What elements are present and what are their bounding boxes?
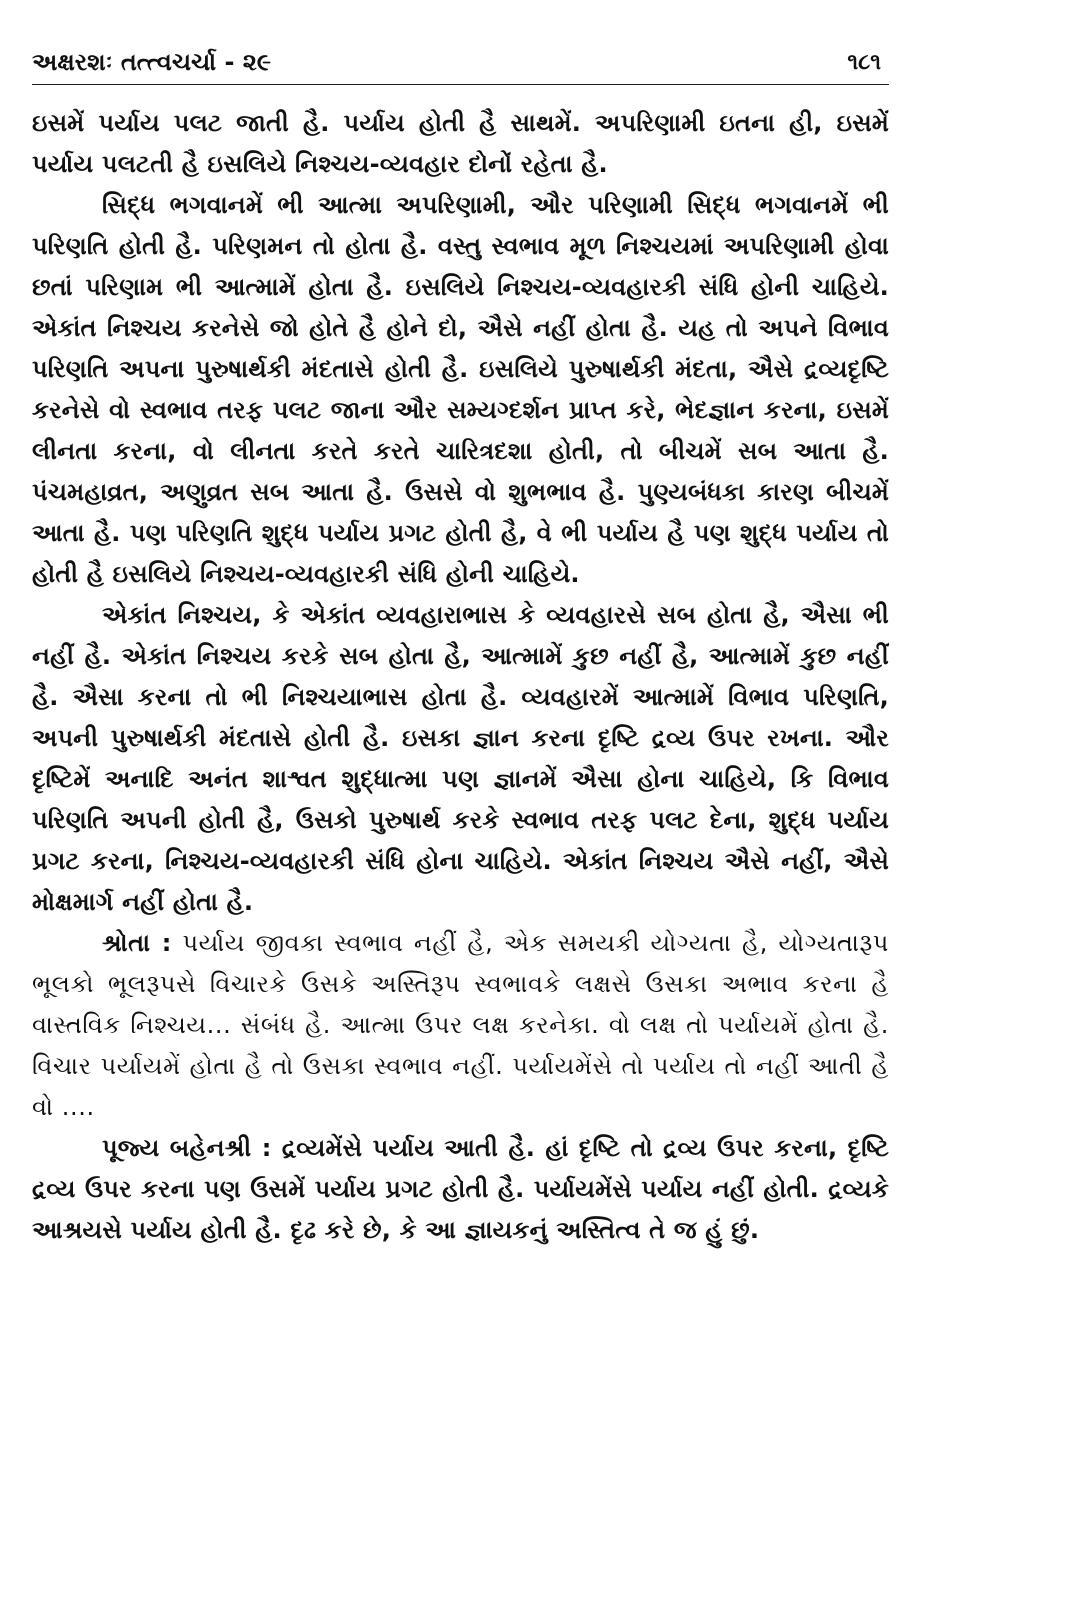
paragraph-text: એકાંત નિશ્ચય, કે એકાંત વ્યવહારાભાસ કે વ્યવહારસે સબ હોતા હૈ, ઐસા ભી નહીં હૈ. એકાંત નિશ્ચય કરકે સબ હોતા હૈ, આત્મામેં કુછ નહીં હૈ, આત્મામેં કુછ નહીં હૈ. ઐસા કરના તો ભી નિશ્ચયાભાસ હોતા હૈ. વ્યવહારમેં આત્મામેં વિભાવ પરિણતિ, અપની પુરુષાર્થકી મંદતાસે હોતી હૈ. ઇસકા જ્ઞાન કરના દૃષ્ટિ દ્રવ્ય ઉપર રખના. ઔર દૃષ્ટિમેં અનાદિ અનંત શાશ્વત શુદ્ધાત્મા પણ જ્ઞાનમેં ઐસા હોના ચાહિયે, કિ વિભાવ પરિણતિ અપની હોતી હૈ, ઉસકો પુરુષાર્થ કરકે સ્વભાવ તરફ પલટ દેના, શુદ્ધ પર્યાય પ્રગટ કરના, નિશ્ચય-વ્યવહારકી સંધિ હોના ચાહિયે. એકાંત નિશ્ચય ઐસે નહીં, ઐસે મોક્ષમાર્ગ નહીં હોતા હૈ. (32, 601, 889, 916)
paragraph-text: ઇસમેં પર્યાય પલટ જાતી હૈ. પર્યાય હોતી હૈ સાથમેં. અપરિણામી ઇતના હી, ઇસમેં પર્યાય પલટતી હૈ ઇસલિયે નિશ્ચય-વ્યવહાર દોનોં રહેતા હૈ. (32, 109, 889, 178)
paragraph-shrota-question (32, 923, 889, 1128)
running-title: અક્ષરશઃ તત્ત્વચર્ચા - ૨૯ (32, 48, 272, 76)
paragraph-behenshri-answer (32, 1128, 889, 1251)
speaker-label: પૂજ્ય બહેનશ્રી : (102, 1134, 272, 1162)
speaker-label: શ્રોતા : (102, 929, 172, 957)
paragraph-text: દ્રવ્યમેંસે પર્યાય આતી હૈ. હાં દૃષ્ટિ તો દ્રવ્ય ઉપર કરના, દૃષ્ટિ દ્રવ્ય ઉપર કરના પણ ઉસમેં પર્યાય પ્રગટ હોતી હૈ. પર્યાયમેંસે પર્યાય નહીં હોતી. દ્રવ્યકે આશ્રયસે પર્યાય હોતી હૈ. દૃઢ કરે છે, કે આ જ્ઞાયકનું અસ્તિત્વ તે જ હું છું. (32, 1134, 889, 1244)
paragraph-ekant-nishchay (32, 595, 889, 923)
paragraph-siddha (32, 185, 889, 595)
document-page (32, 40, 889, 1251)
paragraph-continuation (32, 103, 889, 185)
paragraph-text: પર્યાય જીવકા સ્વભાવ નહીં હૈ, એક સમયકી યોગ્યતા હૈ, યોગ્યતારૂપ ભૂલકો ભૂલરૂપસે વિચારકે ઉસકે અસ્તિરૂપ સ્વભાવકે લક્ષસે ઉસકા અભાવ કરના હૈ વાસ્તવિક નિશ્ચય... સંબંધ હૈ. આત્મા ઉપર લક્ષ કરનેકા. વો લક્ષ તો પર્યાયમેં હોતા હૈ. વિચાર પર્યાયમેં હોતા હૈ તો ઉસકા સ્વભાવ નહીં. પર્યાયમેંસે તો પર્યાય તો નહીં આતી હૈ વો .... (32, 929, 889, 1121)
page-header (32, 40, 889, 85)
page-body (32, 103, 889, 1251)
paragraph-text: સિદ્ધ ભગવાનમેં ભી આત્મા અપરિણામી, ઔર પરિણામી સિદ્ધ ભગવાનમેં ભી પરિણતિ હોતી હૈ. પરિણમન તો હોતા હૈ. વસ્તુ સ્વભાવ મૂળ નિશ્ચયમાં અપરિણામી હોવા છતાં પરિણામ ભી આત્મામેં હોતા હૈ. ઇસલિયે નિશ્ચય-વ્યવહારકી સંધિ હોની ચાહિયે. એકાંત નિશ્ચય કરનેસે જો હોતે હૈ હોને દો, ઐસે નહીં હોતા હૈ. યહ તો અપને વિભાવ પરિણતિ અપના પુરુષાર્થકી મંદતાસે હોતી હૈ. ઇસલિયે પુરુષાર્થકી મંદતા, ઐસે દ્રવ્યદૃષ્ટિ કરનેસે વો સ્વભાવ તરફ પલટ જાના ઔર સમ્યગ્દર્શન પ્રાપ્ત કરે, ભેદજ્ઞાન કરના, ઇસમેં લીનતા કરના, વો લીનતા કરતે કરતે ચારિત્રદશા હોતી, તો બીચમેં સબ આતા હૈ. પંચમહાવ્રત, અણુવ્રત સબ આતા હૈ. ઉસસે વો શુભભાવ હૈ. પુણ્યબંધકા કારણ બીચમેં આતા હૈ. પણ પરિણતિ શુદ્ધ પર્યાય પ્રગટ હોતી હૈ, વે ભી પર્યાય હૈ પણ શુદ્ધ પર્યાય તો હોતી હૈ ઇસલિયે નિશ્ચય-વ્યવહારકી સંધિ હોની ચાહિયે. (32, 191, 889, 588)
page-number: ૧૮૧ (847, 50, 881, 75)
